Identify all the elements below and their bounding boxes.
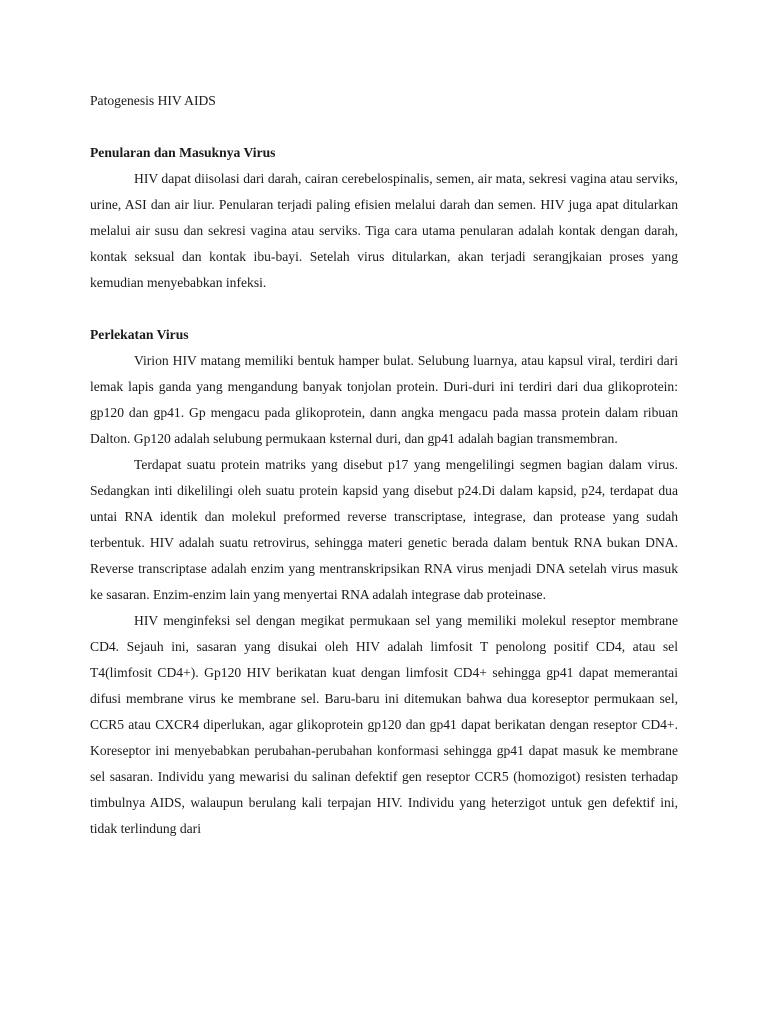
section-heading: Penularan dan Masuknya Virus [90,145,276,160]
paragraph: HIV menginfeksi sel dengan megikat permukaan sel yang memiliki molekul reseptor membrane CD4. Sejauh ini, sasaran yang disukai oleh HIV adalah limfosit T penolong positif CD4, atau sel T4(limfosit CD4+). Gp120 HIV berikatan kuat dengan limfosit CD4+ sehingga gp41 dapat memerantai difusi membrane virus ke membrane sel. Baru-baru ini ditemukan bahwa dua koreseptor permukaan sel, CCR5 atau CXCR4 diperlukan, agar glikoprotein gp120 dan gp41 dapat berikatan dengan reseptor CD4+. Koreseptor ini menyebabkan perubahan-perubahan konformasi sehingga gp41 dapat masuk ke membrane sel sasaran. Individu yang mewarisi du salinan defektif gen reseptor CCR5 (homozigot) resisten terhadap timbulnya AIDS, walaupun berulang kali terpajan HIV. Individu yang heterzigot untuk gen defektif ini, tidak terlindung dari [90,613,678,836]
paragraph: Terdapat suatu protein matriks yang disebut p17 yang mengelilingi segmen bagian dalam virus. Sedangkan inti dikelilingi oleh suatu protein kapsid yang disebut p24.Di dalam kapsid, p24, terdapat dua untai RNA identik dan molekul preformed reverse transcriptase, integrase, dan protease yang sudah terbentuk. HIV adalah suatu retrovirus, sehingga materi genetic berada dalam bentuk RNA bukan DNA. Reverse transcriptase adalah enzim yang mentranskripsikan RNA virus menjadi DNA setelah virus masuk ke sasaran. Enzim-enzim lain yang menyertai RNA adalah integrase dab proteinase. [90,457,678,602]
section-perlekatan [90,322,678,842]
section-penularan [90,140,678,296]
section-heading: Perlekatan Virus [90,327,189,342]
document-page [90,88,678,842]
section-spacer [90,296,678,322]
document-title: Patogenesis HIV AIDS [90,93,216,108]
paragraph: Virion HIV matang memiliki bentuk hamper bulat. Selubung luarnya, atau kapsul viral, terdiri dari lemak lapis ganda yang mengandung banyak tonjolan protein. Duri-duri ini terdiri dari dua glikoprotein: gp120 dan gp41. Gp mengacu pada glikoprotein, dann angka mengacu pada massa protein dalam ribuan Dalton. Gp120 adalah selubung permukaan ksternal duri, dan gp41 adalah bagian transmembran. [90,353,678,446]
paragraph: HIV dapat diisolasi dari darah, cairan cerebelospinalis, semen, air mata, sekresi vagina atau serviks, urine, ASI dan air liur. Penularan terjadi paling efisien melalui darah dan semen. HIV juga apat ditularkan melalui air susu dan sekresi vagina atau serviks. Tiga cara utama penularan adalah kontak dengan darah, kontak seksual dan kontak ibu-bayi. Setelah virus ditularkan, akan terjadi serangjkaian proses yang kemudian menyebabkan infeksi. [90,171,678,290]
